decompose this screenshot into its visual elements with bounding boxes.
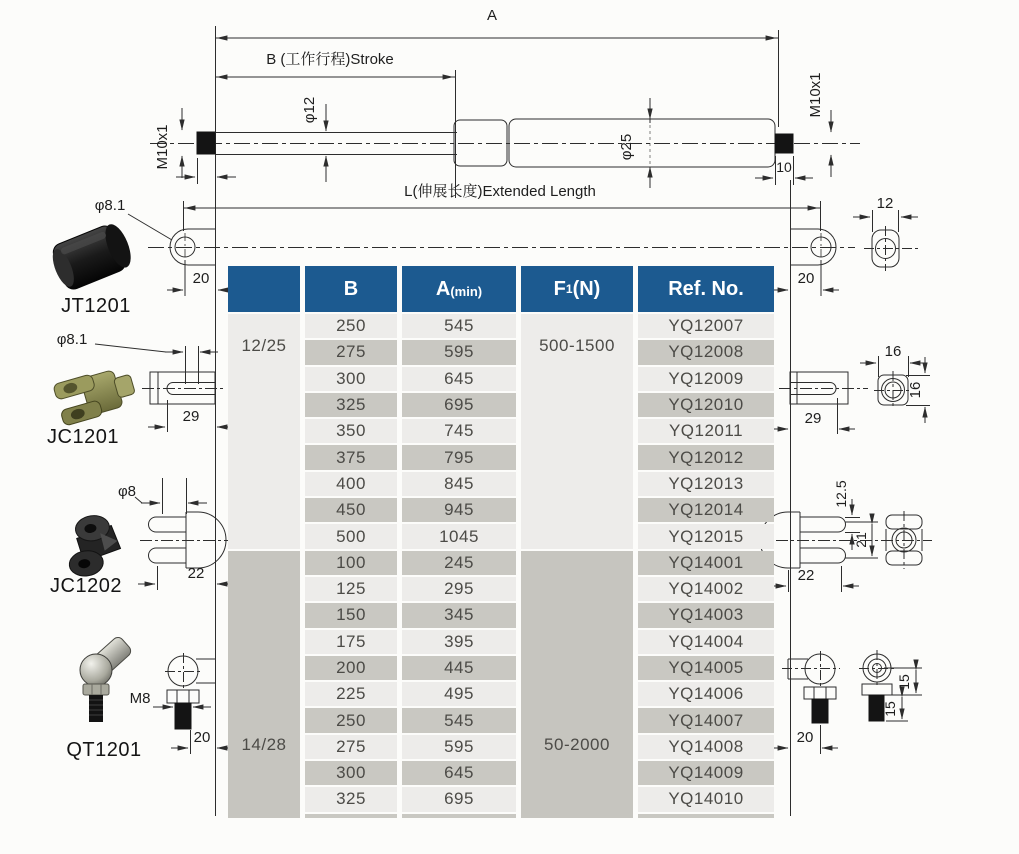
qt1201-offset-2: 15 [882, 701, 898, 717]
header-b-text: B [343, 277, 359, 300]
jc1202-drawing-right [760, 499, 932, 592]
jc1201-label: JC1201 [47, 426, 119, 448]
ref-cell: YQ12014 [638, 498, 774, 522]
a-cell: 445 [402, 656, 516, 680]
jc1201-end-height: 16 [907, 381, 924, 399]
header-b [305, 266, 397, 312]
qt1201-photo [80, 635, 133, 722]
force-range-12-25: 500-1500 [521, 314, 633, 549]
qt1201-thread: M8 [129, 690, 151, 707]
ref-cell: YQ14003 [638, 603, 774, 627]
qt1201-length-left: 20 [193, 729, 211, 746]
a-cell: 845 [402, 472, 516, 496]
partial-row-cell [638, 814, 774, 818]
ref-cell: YQ14001 [638, 551, 774, 575]
b-cell: 125 [305, 577, 397, 601]
ref-cell: YQ12008 [638, 340, 774, 364]
right-thread-block [775, 134, 793, 153]
jc1201-hole-dia: φ8.1 [56, 331, 88, 348]
b-cell: 275 [305, 340, 397, 364]
header-a-text: A [435, 277, 451, 300]
eyelet-end-view [853, 210, 918, 271]
qt1201-length-right: 20 [796, 729, 814, 746]
b-cell: 325 [305, 787, 397, 811]
a-cell: 1045 [402, 524, 516, 548]
qt1201-offset-1: 15 [896, 674, 912, 690]
b-cell: 325 [305, 393, 397, 417]
tube-diameter-label: φ25 [618, 133, 635, 161]
jc1201-length-right: 29 [804, 410, 822, 427]
left-thread-block [197, 132, 215, 154]
thread-left-label: M10x1 [154, 124, 171, 170]
a-cell: 595 [402, 340, 516, 364]
jc1202-length-right: 22 [797, 567, 815, 584]
jc1202-photo [63, 512, 124, 578]
a-cell: 545 [402, 708, 516, 732]
force-range-14-28: 50-2000 [521, 551, 633, 818]
a-cell: 595 [402, 735, 516, 759]
header-a-sub: (min) [450, 283, 483, 299]
ref-cell: YQ12010 [638, 393, 774, 417]
b-cell: 300 [305, 761, 397, 785]
a-cell: 395 [402, 630, 516, 654]
a-cell: 295 [402, 577, 516, 601]
header-f-tail: (N) [572, 277, 601, 300]
size-group-12-25: 12/25 [228, 314, 300, 549]
a-cell: 795 [402, 445, 516, 469]
jc1202-label: JC1202 [50, 575, 122, 597]
a-cell: 745 [402, 419, 516, 443]
jc1201-end-width: 16 [884, 343, 902, 360]
b-cell: 300 [305, 367, 397, 391]
dim-b-stroke-label: B (工作行程)Stroke [266, 51, 394, 68]
b-cell: 500 [305, 524, 397, 548]
eyelet-length-right: 20 [797, 270, 815, 287]
jc1201-length-left: 29 [182, 408, 200, 425]
b-cell: 400 [305, 472, 397, 496]
ref-cell: YQ12009 [638, 367, 774, 391]
b-cell: 450 [305, 498, 397, 522]
ref-cell: YQ12012 [638, 445, 774, 469]
jt1201-photo [47, 220, 136, 293]
b-cell: 200 [305, 656, 397, 680]
b-cell: 175 [305, 630, 397, 654]
jc1202-length-left: 22 [187, 565, 205, 582]
b-cell: 100 [305, 551, 397, 575]
jc1201-photo [53, 364, 139, 427]
ref-cell: YQ14002 [638, 577, 774, 601]
a-cell: 495 [402, 682, 516, 706]
jc1202-drawing-left [135, 478, 234, 590]
ref-cell: YQ14004 [638, 630, 774, 654]
b-cell: 225 [305, 682, 397, 706]
partial-row-cell [402, 814, 516, 818]
dim-l-extended-label: L(伸展长度)Extended Length [404, 183, 596, 200]
ref-cell: YQ14006 [638, 682, 774, 706]
a-cell: 245 [402, 551, 516, 575]
ref-cell: YQ14009 [638, 761, 774, 785]
a-cell: 945 [402, 498, 516, 522]
dim-a-label: A [486, 7, 498, 24]
a-cell: 545 [402, 314, 516, 338]
eyelet-width: 12 [876, 195, 894, 212]
ref-cell: YQ12011 [638, 419, 774, 443]
b-cell: 375 [305, 445, 397, 469]
qt1201-drawing-right [772, 650, 922, 754]
jt1201-hole-dia: φ8.1 [94, 197, 126, 214]
ref-cell: YQ14007 [638, 708, 774, 732]
header-f-text: F [553, 277, 566, 300]
jt1201-label: JT1201 [61, 295, 131, 317]
ref-cell: YQ14010 [638, 787, 774, 811]
jc1202-tab-thickness: 12.5 [833, 480, 849, 508]
ref-cell: YQ12015 [638, 524, 774, 548]
spec-table [228, 266, 774, 818]
a-cell: 645 [402, 367, 516, 391]
a-cell: 695 [402, 393, 516, 417]
thread-right-label: M10x1 [807, 72, 824, 118]
header-ref-text: Ref. No. [668, 277, 744, 300]
jc1202-hole-dia: φ8 [117, 483, 137, 500]
header-corner [228, 266, 300, 312]
thread-length-right: 10 [776, 159, 792, 175]
ref-cell: YQ14005 [638, 656, 774, 680]
header-ref-no [638, 266, 774, 312]
b-cell: 350 [305, 419, 397, 443]
ref-cell: YQ14008 [638, 735, 774, 759]
a-cell: 345 [402, 603, 516, 627]
header-f1n [521, 266, 633, 312]
b-cell: 250 [305, 708, 397, 732]
b-cell: 250 [305, 314, 397, 338]
ref-cell: YQ12007 [638, 314, 774, 338]
header-f-sub: 1 [565, 282, 573, 296]
ref-cell: YQ12013 [638, 472, 774, 496]
a-cell: 645 [402, 761, 516, 785]
size-group-14-28: 14/28 [228, 551, 300, 818]
jt-leader-line [128, 214, 172, 240]
rod-diameter-label: φ12 [301, 96, 318, 124]
eyelet-length-left: 20 [192, 270, 210, 287]
a-cell: 695 [402, 787, 516, 811]
b-cell: 150 [305, 603, 397, 627]
b-cell: 275 [305, 735, 397, 759]
qt1201-label: QT1201 [66, 739, 142, 761]
jc1202-span: 21 [853, 532, 869, 548]
header-a-min [402, 266, 516, 312]
partial-row-cell [305, 814, 397, 818]
